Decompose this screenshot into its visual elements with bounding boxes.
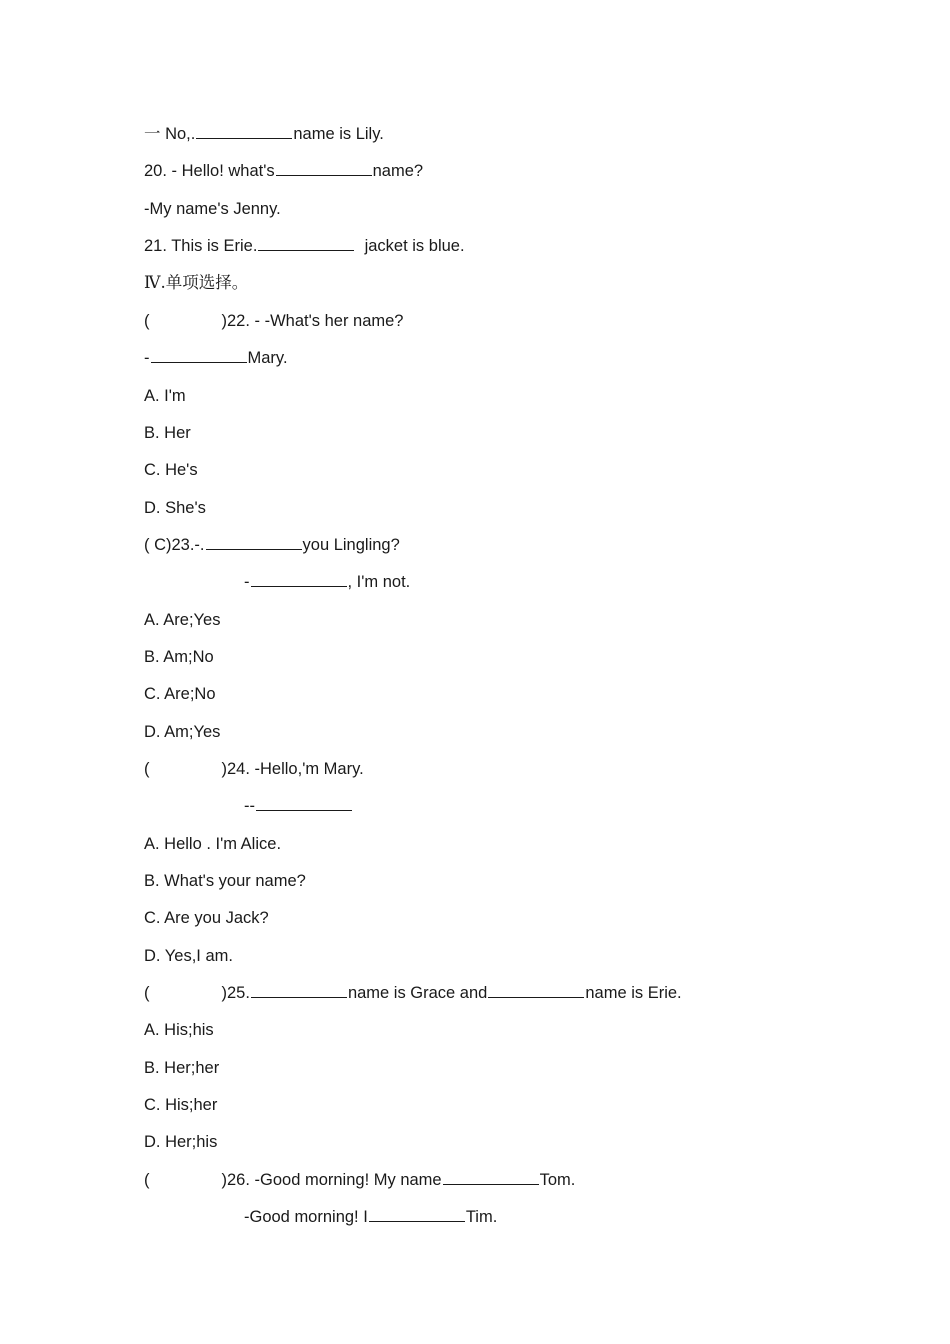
question-26: ( )26. -Good morning! My name Tom. [144, 1168, 575, 1192]
fill-blank[interactable] [251, 981, 347, 998]
option-c: C. His;her [144, 1096, 218, 1114]
fill-blank[interactable] [151, 346, 247, 363]
question-23: ( C)23.-. you Lingling? [144, 533, 400, 557]
question-23-reply: - , I'm not. [244, 570, 410, 594]
option-d: D. She's [144, 499, 206, 517]
question-24-reply: -- [244, 794, 353, 818]
question-20-answer: -My name's Jenny. [144, 200, 281, 218]
option-a: A. His;his [144, 1021, 214, 1039]
fill-blank[interactable] [251, 570, 347, 587]
fill-blank[interactable] [196, 122, 292, 139]
option-b: B. Her;her [144, 1059, 220, 1077]
option-b: B. What's your name? [144, 872, 306, 890]
question-21: 21. This is Erie. jacket is blue. [144, 234, 465, 258]
question-20: 20. - Hello! what's name? [144, 159, 423, 183]
fill-blank[interactable] [258, 234, 354, 251]
fill-blank[interactable] [206, 533, 302, 550]
question-26-reply: -Good morning! I Tim. [244, 1205, 497, 1229]
fill-blank[interactable] [443, 1168, 539, 1185]
option-a: A. I'm [144, 387, 186, 405]
question-22: ( )22. - -What's her name? [144, 312, 404, 330]
option-c: C. He's [144, 461, 198, 479]
option-d: D. Am;Yes [144, 723, 221, 741]
option-c: C. Are you Jack? [144, 909, 269, 927]
fill-blank[interactable] [488, 981, 584, 998]
question-25: ( )25. name is Grace and name is Erie. [144, 981, 682, 1005]
line-19-answer: 一 No,. name is Lily. [144, 122, 384, 146]
option-b: B. Her [144, 424, 191, 442]
option-a: A. Hello . I'm Alice. [144, 835, 282, 853]
fill-blank[interactable] [256, 794, 352, 811]
option-b: B. Am;No [144, 648, 214, 666]
option-c: C. Are;No [144, 685, 216, 703]
question-24: ( )24. -Hello,'m Mary. [144, 760, 364, 778]
option-d: D. Yes,I am. [144, 947, 233, 965]
question-22-reply: - Mary. [144, 346, 288, 370]
option-a: A. Are;Yes [144, 611, 221, 629]
option-d: D. Her;his [144, 1133, 218, 1151]
fill-blank[interactable] [276, 159, 372, 176]
fill-blank[interactable] [369, 1205, 465, 1222]
section-heading: Ⅳ.单项选择。 [144, 273, 249, 292]
